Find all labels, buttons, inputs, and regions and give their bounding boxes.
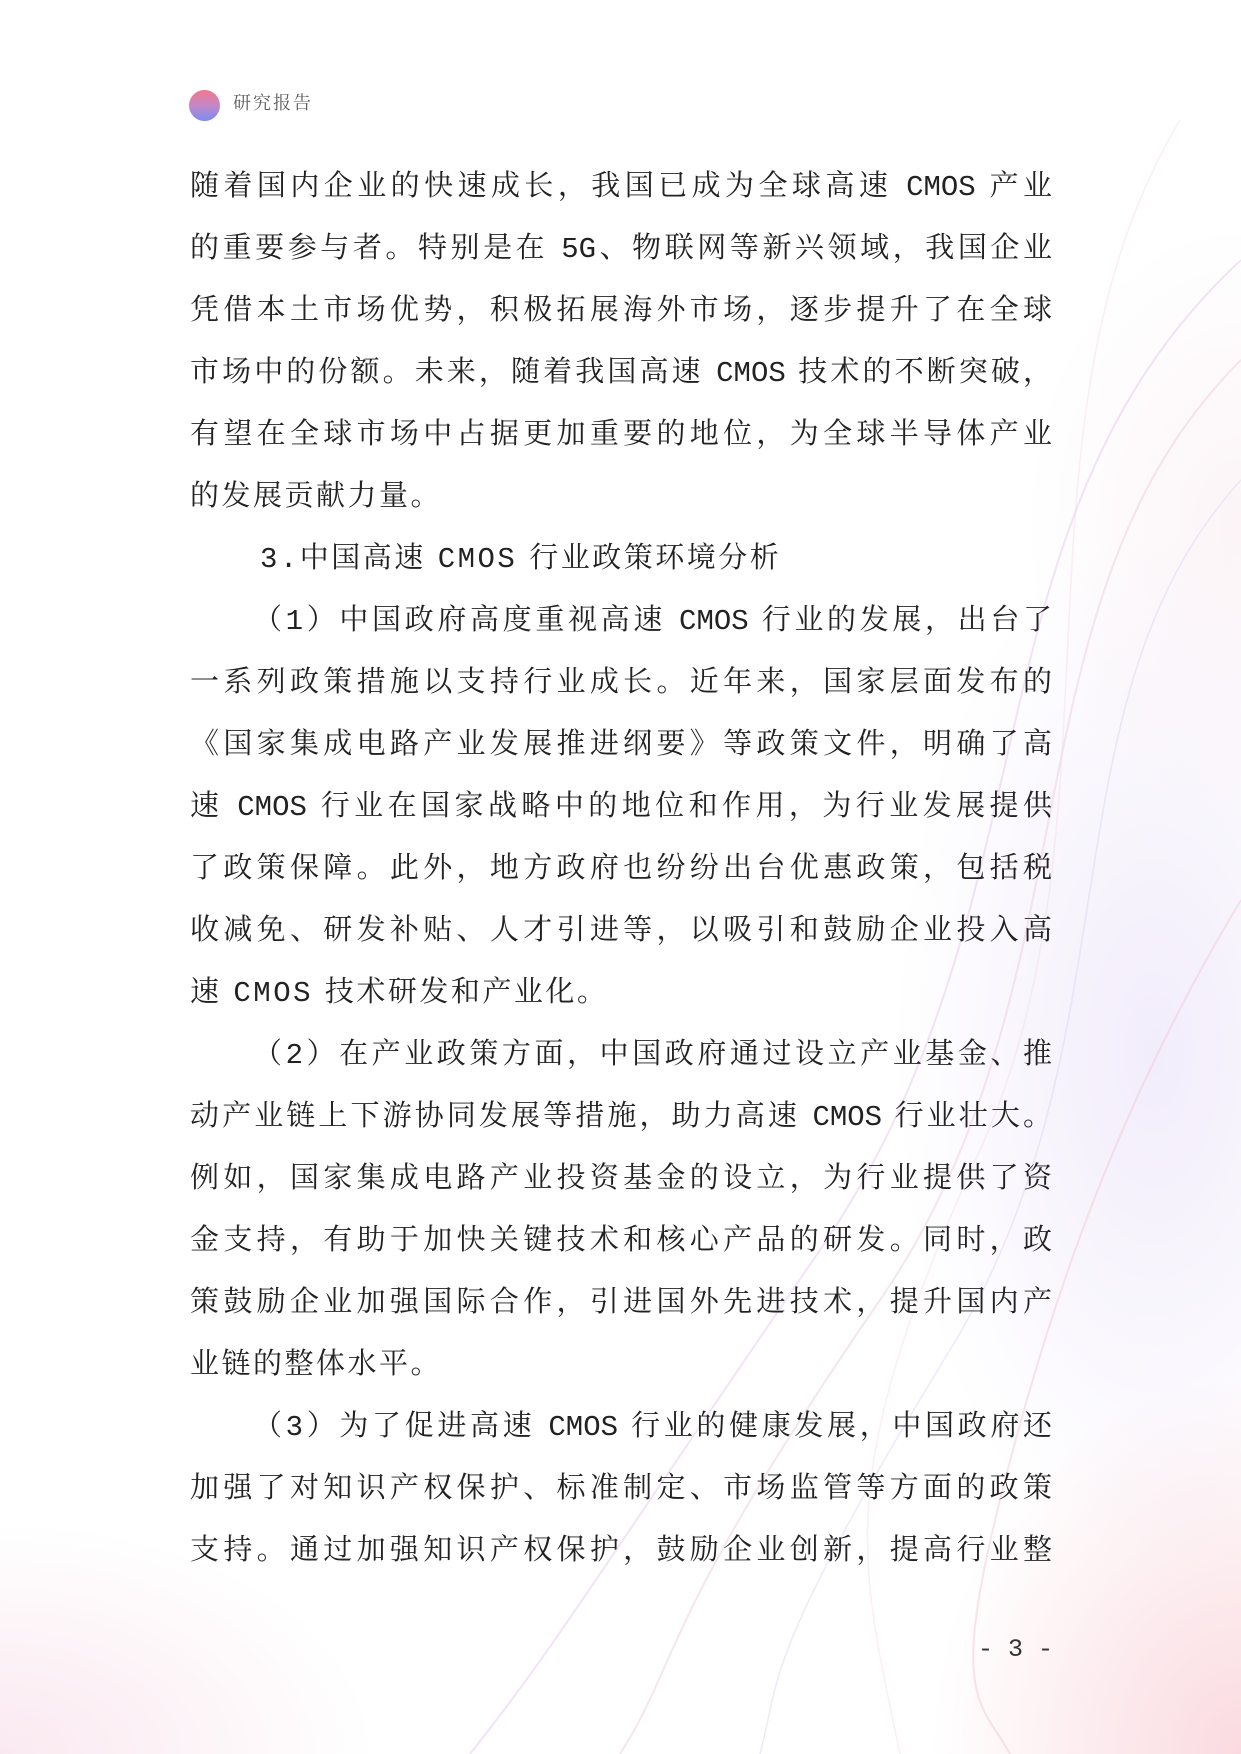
report-header	[189, 89, 313, 121]
text-line: 一系列政策措施以支持行业成长。近年来，国家层面发布的	[190, 667, 1052, 700]
text-line: 策鼓励企业加强国际合作，引进国外先进技术，提升国内产	[190, 1287, 1052, 1320]
text-line: 凭借本土市场优势，积极拓展海外市场，逐步提升了在全球	[190, 295, 1052, 328]
text-line: 了政策保障。此外，地方政府也纷纷出台优惠政策，包括税	[190, 853, 1052, 886]
text-line: 速 CMOS 技术研发和产业化。	[190, 977, 609, 1010]
text-line: 金支持，有助于加快关键技术和核心产品的研发。同时，政	[190, 1225, 1052, 1258]
text-line: （3）为了促进高速 CMOS 行业的健康发展，中国政府还	[253, 1411, 1052, 1444]
text-line: 业链的整体水平。	[190, 1349, 443, 1382]
text-line: （1）中国政府高度重视高速 CMOS 行业的发展，出台了	[253, 605, 1052, 638]
text-line: 的重要参与者。特别是在 5G、物联网等新兴领域，我国企业	[190, 233, 1052, 266]
text-line: 的发展贡献力量。	[190, 481, 443, 514]
text-line: 市场中的份额。未来，随着我国高速 CMOS 技术的不断突破，	[190, 357, 1052, 390]
text-line: 例如，国家集成电路产业投资基金的设立，为行业提供了资	[190, 1163, 1052, 1196]
text-line: 收减免、研发补贴、人才引进等，以吸引和鼓励企业投入高	[190, 915, 1052, 948]
text-line: 《国家集成电路产业发展推进纲要》等政策文件，明确了高	[190, 729, 1052, 762]
page-number: - 3 -	[977, 1635, 1053, 1664]
text-line: 加强了对知识产权保护、标准制定、市场监管等方面的政策	[190, 1473, 1052, 1506]
report-body	[190, 157, 1052, 1583]
text-line: 速 CMOS 行业在国家战略中的地位和作用，为行业发展提供	[190, 791, 1052, 824]
text-line: 有望在全球市场中占据更加重要的地位，为全球半导体产业	[190, 419, 1052, 452]
header-title: 研究报告	[233, 95, 313, 115]
text-line: （2）在产业政策方面，中国政府通过设立产业基金、推	[253, 1039, 1052, 1072]
gradient-circle-logo-icon	[189, 90, 220, 121]
text-line: 支持。通过加强知识产权保护，鼓励企业创新，提高行业整	[190, 1535, 1052, 1568]
section-heading: 3.中国高速 CMOS 行业政策环境分析	[260, 543, 782, 576]
text-line: 随着国内企业的快速成长，我国已成为全球高速 CMOS 产业	[190, 171, 1052, 204]
text-line: 动产业链上下游协同发展等措施，助力高速 CMOS 行业壮大。	[190, 1101, 1052, 1134]
